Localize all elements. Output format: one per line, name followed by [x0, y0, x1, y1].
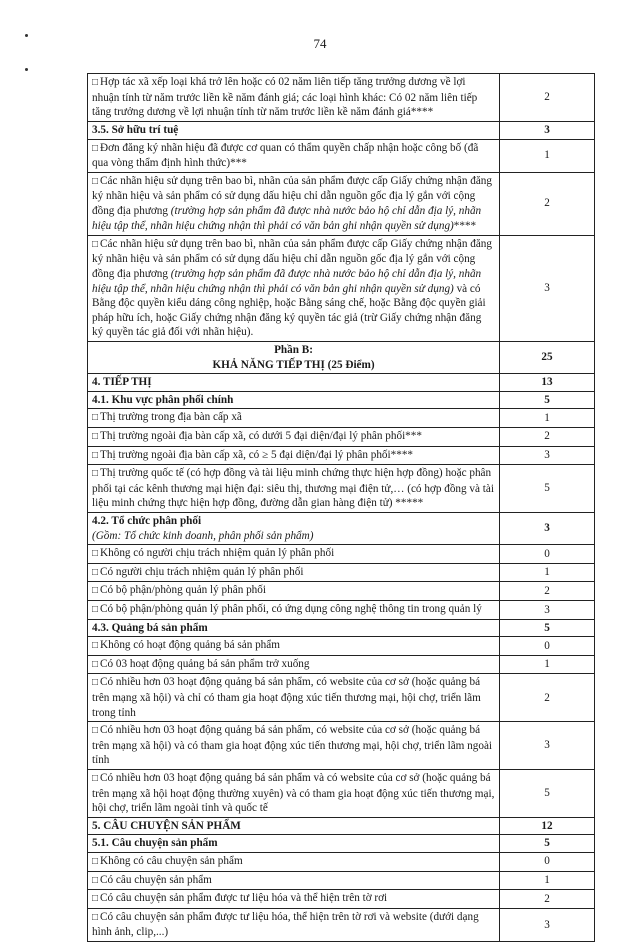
checkbox-icon: □ [92, 449, 99, 461]
section-heading-row [88, 817, 595, 835]
checkbox-icon: □ [92, 412, 99, 424]
score-cell [500, 852, 595, 871]
score-value: 3 [544, 522, 550, 535]
score-cell [500, 139, 595, 172]
score-value: 2 [544, 91, 550, 104]
criteria-row [88, 908, 595, 941]
criteria-row [88, 871, 595, 890]
checkbox-icon: □ [92, 773, 99, 784]
criteria-text-cell [88, 513, 500, 545]
score-cell [500, 835, 595, 853]
score-cell [500, 427, 595, 446]
score-value: 3 [544, 918, 550, 931]
criteria-text-cell [88, 601, 500, 620]
criteria-text-cell [88, 637, 500, 656]
score-value: 1 [544, 658, 550, 671]
score-value: 3 [544, 124, 550, 136]
section-heading-row [88, 619, 595, 637]
score-value: 2 [544, 584, 550, 597]
checkbox-icon: □ [92, 855, 99, 867]
criteria-text: Không có hoạt động quảng bá sản phẩm [100, 639, 280, 652]
criteria-tail: và có Bằng độc quyền kiểu dáng công nghiệp, hoặc Bằng sáng chế, hoặc Bằng độc quyền giải pháp hữu ích, hoặc Giấy chứng nhận đăng ký quyền tác giả (trừ Giấy chứng nhận đăng ký quyền tác giả đối với nhãn hiệu). [92, 282, 486, 339]
score-cell [500, 235, 595, 341]
criteria-text-cell [88, 817, 500, 835]
section-heading: 5. CÂU CHUYỆN SẢN PHẨM [92, 819, 241, 832]
criteria-row [88, 545, 595, 564]
part-label: Phần B: [274, 343, 313, 356]
checkbox-icon: □ [92, 238, 99, 250]
checkbox-icon: □ [92, 566, 99, 578]
criteria-text: Hợp tác xã xếp loại khá trở lên hoặc có 02 năm liên tiếp tăng trưởng dương về lợi nhuận tính từ năm trước liền kề năm đánh giá; các loại hình khác: Có 02 năm liên tiếp tăng trưởng dương về lợi nhuận tính từ năm trước liền kề năm đánh giá**** [92, 76, 478, 119]
score-value: 0 [544, 639, 550, 652]
score-value: 0 [544, 855, 550, 868]
criteria-text-cell [88, 908, 500, 941]
score-value: 3 [544, 603, 550, 616]
score-value: 2 [544, 197, 550, 210]
criteria-row [88, 637, 595, 656]
checkbox-icon: □ [92, 893, 99, 905]
score-value: 5 [544, 393, 550, 406]
checkbox-icon: □ [92, 468, 99, 480]
criteria-text-cell [88, 446, 500, 465]
score-value: 1 [544, 566, 550, 579]
scan-dot [25, 68, 28, 71]
criteria-text: Có 03 hoạt động quảng bá sản phẩm trở xuống [100, 657, 310, 670]
criteria-row [88, 446, 595, 465]
score-value: 13 [541, 376, 553, 389]
criteria-text-cell [88, 770, 500, 818]
score-cell [500, 582, 595, 601]
criteria-text: Các nhãn hiệu sử dụng trên bao bì, nhãn của sản phẩm được cấp Giấy chứng nhận đăng ký nhãn hiệu và sản phẩm có sử dụng dấu hiệu chỉ dẫn nguồn gốc địa lý gắn với cộng đồng địa phương [92, 174, 492, 217]
criteria-text-cell [88, 563, 500, 582]
score-value: 2 [544, 430, 550, 443]
score-value: 5 [544, 837, 550, 850]
score-value: 5 [544, 787, 550, 800]
criteria-text: Có người chịu trách nhiệm quản lý phân phối [100, 565, 304, 578]
criteria-text: Có câu chuyện sản phẩm được tư liệu hóa, thể hiện trên tờ rơi và website (dưới dạng hình ảnh, clip,...) [92, 910, 479, 939]
section-heading: 5.1. Câu chuyện sản phẩm [92, 837, 218, 850]
criteria-text-cell [88, 655, 500, 674]
score-value: 0 [544, 547, 550, 560]
criteria-text-cell [88, 391, 500, 409]
criteria-text: Không có câu chuyện sản phẩm [100, 854, 243, 867]
criteria-row [88, 172, 595, 235]
score-cell [500, 465, 595, 513]
score-value: 5 [544, 482, 550, 495]
checkbox-icon: □ [92, 725, 99, 737]
score-value: 1 [544, 149, 550, 162]
criteria-text-cell [88, 409, 500, 428]
score-cell [500, 122, 595, 140]
score-cell [500, 446, 595, 465]
section-heading-row [88, 374, 595, 392]
score-cell [500, 674, 595, 722]
score-cell [500, 545, 595, 564]
part-title: KHẢ NĂNG TIẾP THỊ (25 Điểm) [212, 358, 375, 371]
criteria-text: Thị trường trong địa bàn cấp xã [100, 411, 242, 424]
score-cell [500, 601, 595, 620]
criteria-text: Có câu chuyện sản phẩm [100, 873, 212, 886]
criteria-text: Đơn đăng ký nhãn hiệu đã được cơ quan có thẩm quyền chấp nhận hoặc công bố (đã qua vòng thẩm định hình thức)*** [92, 141, 479, 170]
criteria-text: Có nhiều hơn 03 hoạt động quảng bá sản phẩm, có website của cơ sở (hoặc quảng bá trên mạng xã hội) và có tham gia hoạt động xúc tiến thương mại, hội chợ, triển lãm ngoài tỉnh [92, 724, 493, 767]
criteria-row [88, 465, 595, 513]
section-heading: 4.1. Khu vực phân phối chính [92, 393, 234, 406]
criteria-row [88, 601, 595, 620]
section-heading-row [88, 122, 595, 140]
section-subtitle: (Gồm: Tổ chức kinh doanh, phân phối sản phẩm) [92, 529, 314, 542]
section-heading: 4.3. Quảng bá sản phẩm [92, 621, 208, 634]
score-value: 3 [544, 282, 550, 295]
score-cell [500, 391, 595, 409]
checkbox-icon: □ [92, 911, 99, 923]
score-value: 1 [544, 874, 550, 887]
score-cell [500, 871, 595, 890]
score-cell [500, 890, 595, 909]
criteria-text-cell [88, 835, 500, 853]
criteria-text-cell [88, 122, 500, 140]
criteria-row [88, 74, 595, 122]
checkbox-icon: □ [92, 175, 99, 187]
criteria-text-cell [88, 235, 500, 341]
checkbox-icon: □ [92, 874, 99, 886]
checkbox-icon: □ [92, 640, 99, 652]
checkbox-icon: □ [92, 77, 99, 88]
criteria-row [88, 427, 595, 446]
score-cell [500, 341, 595, 373]
score-value: 2 [544, 691, 550, 704]
criteria-text-cell [88, 674, 500, 722]
criteria-text: Có câu chuyện sản phẩm được tư liệu hóa và thể hiện trên tờ rơi [100, 892, 388, 905]
checkbox-icon: □ [92, 677, 99, 689]
criteria-table-body [88, 74, 595, 942]
score-value: 5 [544, 621, 550, 634]
criteria-text: Có bộ phận/phòng quản lý phân phối, có ứng dụng công nghệ thông tin trong quản lý [100, 603, 482, 616]
criteria-tail: **** [453, 219, 477, 232]
criteria-text: Có bộ phận/phòng quản lý phân phối [100, 584, 266, 597]
score-value: 2 [544, 892, 550, 905]
part-heading-row [88, 341, 595, 373]
criteria-row [88, 582, 595, 601]
criteria-text: Các nhãn hiệu sử dụng trên bao bì, nhãn của sản phẩm được cấp Giấy chứng nhận đăng ký nhãn hiệu và sản phẩm có sử dụng dấu hiệu chỉ dẫn nguồn gốc địa lý gắn với cộng đồng địa phương [92, 237, 492, 280]
score-cell [500, 563, 595, 582]
criteria-text-cell [88, 341, 500, 373]
score-cell [500, 722, 595, 770]
score-value: 12 [541, 819, 553, 832]
criteria-table [87, 73, 595, 942]
score-value: 25 [541, 351, 553, 364]
score-cell [500, 770, 595, 818]
checkbox-icon: □ [92, 430, 99, 442]
criteria-text-cell [88, 545, 500, 564]
criteria-row [88, 563, 595, 582]
section-heading: 3.5. Sở hữu trí tuệ [92, 124, 179, 136]
criteria-row [88, 655, 595, 674]
score-value: 1 [544, 411, 550, 424]
score-cell [500, 74, 595, 122]
criteria-text-cell [88, 619, 500, 637]
criteria-row [88, 409, 595, 428]
score-value: 3 [544, 449, 550, 461]
criteria-row [88, 852, 595, 871]
criteria-note: (trường hợp sản phẩm đã được nhà nước bảo hộ chỉ dẫn địa lý, nhãn hiệu tập thể, nhãn hiệu chứng nhận thì phải có văn bản ghi nhận quyền sử dụng) [92, 267, 482, 295]
criteria-row [88, 674, 595, 722]
criteria-row [88, 770, 595, 818]
criteria-text-cell [88, 427, 500, 446]
criteria-text: Thị trường quốc tế (có hợp đồng và tài liệu minh chứng thực hiện hợp đồng) hoặc phân phối tại các kênh thương mại hiện đại: siêu thị, thương mại điện tử,… (có hợp đồng và tài liệu minh chứng thực hiện hợp đồng, đường dẫn gian hàng điện tử) ***** [92, 467, 494, 510]
criteria-text-cell [88, 871, 500, 890]
criteria-text-cell [88, 74, 500, 122]
criteria-text-cell [88, 374, 500, 392]
criteria-text: Thị trường ngoài địa bàn cấp xã, có dưới 5 đại diện/đại lý phân phối*** [100, 429, 422, 442]
criteria-text-cell [88, 139, 500, 172]
page-number: 74 [313, 36, 327, 51]
checkbox-icon: □ [92, 142, 99, 154]
criteria-text-cell [88, 465, 500, 513]
section-heading: 4. TIẾP THỊ [92, 376, 152, 389]
criteria-text-cell [88, 582, 500, 601]
score-cell [500, 908, 595, 941]
section-heading: 4.2. Tổ chức phân phối [92, 515, 202, 528]
score-cell [500, 817, 595, 835]
checkbox-icon: □ [92, 585, 99, 597]
section-heading-row [88, 835, 595, 853]
score-value: 3 [544, 739, 550, 752]
criteria-text-cell [88, 890, 500, 909]
section-heading-row [88, 391, 595, 409]
score-cell [500, 172, 595, 235]
criteria-text: Có nhiều hơn 03 hoạt động quảng bá sản phẩm và có website của cơ sở (hoặc quảng bá trên mạng xã hội hoạt động thường xuyên) và có tham gia hoạt động xúc tiến thương mại, hội chợ, triển lãm ngoài tỉnh và quốc tế [92, 772, 495, 815]
criteria-row [88, 722, 595, 770]
section-heading-row [88, 513, 595, 545]
score-cell [500, 409, 595, 428]
score-cell [500, 655, 595, 674]
checkbox-icon: □ [92, 604, 99, 616]
checkbox-icon: □ [92, 548, 99, 560]
criteria-text: Không có người chịu trách nhiệm quản lý phân phối [100, 547, 335, 560]
checkbox-icon: □ [92, 658, 99, 670]
criteria-text: Thị trường ngoài địa bàn cấp xã, có ≥ 5 đại diện/đại lý phân phối**** [100, 448, 414, 461]
criteria-text-cell [88, 722, 500, 770]
score-cell [500, 374, 595, 392]
criteria-row [88, 890, 595, 909]
criteria-row [88, 235, 595, 341]
criteria-text-cell [88, 172, 500, 235]
criteria-note: (trường hợp sản phẩm đã được nhà nước bảo hộ chỉ dẫn địa lý, nhãn hiệu tập thể, nhãn hiệu chứng nhận thì phải có văn bản ghi nhận quyền sử dụng) [92, 204, 482, 232]
criteria-text-cell [88, 852, 500, 871]
score-cell [500, 513, 595, 545]
score-cell [500, 637, 595, 656]
criteria-row [88, 139, 595, 172]
criteria-text: Có nhiều hơn 03 hoạt động quảng bá sản phẩm, có website của cơ sở (hoặc quảng bá trên mạng xã hội) và chỉ có tham gia hoạt động xúc tiến thương mại, hội chợ, triển lãm trong tỉnh [92, 676, 481, 719]
score-cell [500, 619, 595, 637]
